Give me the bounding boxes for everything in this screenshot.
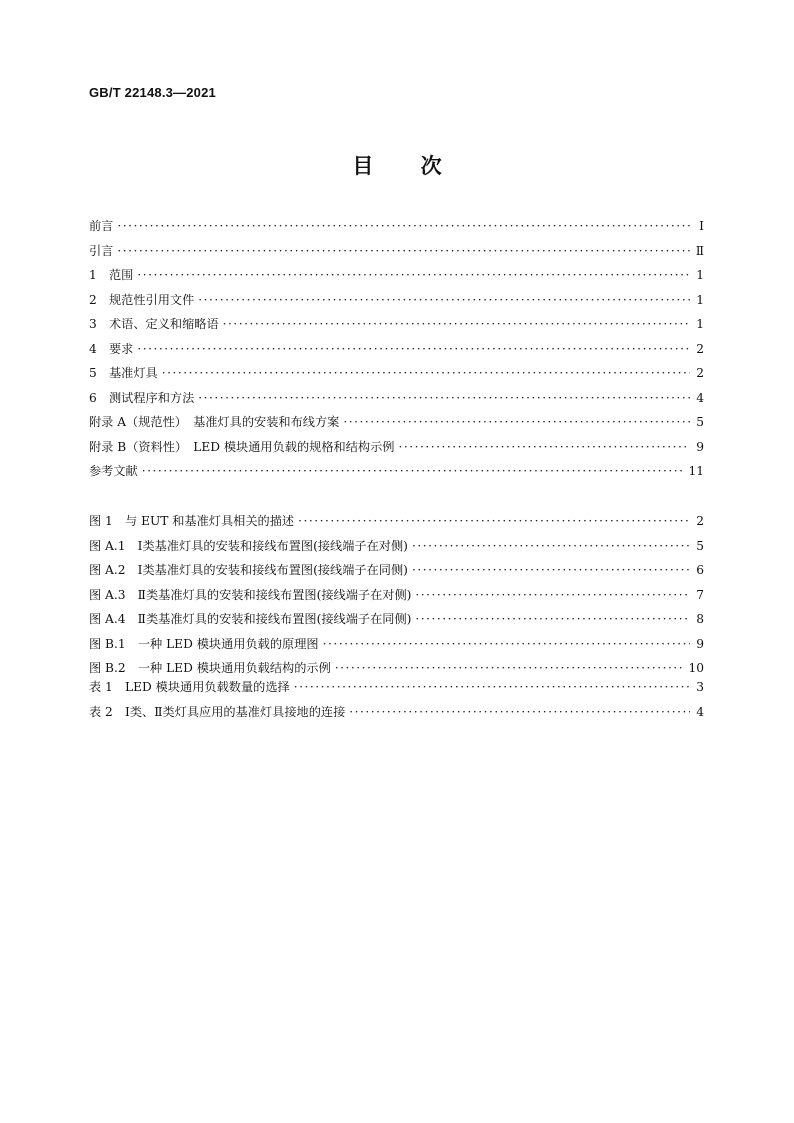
toc-entry[interactable] xyxy=(89,386,704,411)
toc-entry-page: 3 xyxy=(696,680,704,694)
toc-dot-leader xyxy=(349,700,690,725)
toc-dot-leader xyxy=(137,263,690,288)
toc-dot-leader xyxy=(294,675,690,700)
toc-entry-page: 2 xyxy=(696,514,704,528)
toc-entry-label: 参考文献 xyxy=(89,464,138,478)
toc-dot-leader xyxy=(343,410,690,435)
toc-entry-page: 1 xyxy=(696,268,704,282)
toc-entry-page: 1 xyxy=(696,292,704,307)
toc-entry[interactable] xyxy=(89,534,704,559)
toc-entry[interactable] xyxy=(89,558,704,583)
toc-entry-page: 8 xyxy=(696,612,704,626)
toc-entry-page: Ⅰ xyxy=(699,219,704,233)
toc-entry[interactable] xyxy=(89,337,704,362)
toc-entry-label: 6 测试程序和方法 xyxy=(89,390,195,405)
toc-entry[interactable] xyxy=(89,583,704,608)
toc-entry[interactable] xyxy=(89,509,704,534)
toc-dot-leader xyxy=(117,239,690,264)
toc-dot-leader xyxy=(117,214,690,239)
toc-entry-label: 4 要求 xyxy=(89,341,134,356)
toc-entry-label: 图 B.2 一种 LED 模块通用负载结构的示例 xyxy=(89,661,331,675)
toc-entry-page: 2 xyxy=(696,366,704,380)
toc-entry-label: 2 规范性引用文件 xyxy=(89,292,195,307)
toc-entry-label: 图 1 与 EUT 和基准灯具相关的描述 xyxy=(89,514,295,528)
toc-entry-page: 9 xyxy=(696,636,704,651)
toc-entry-label: 表 2 Ⅰ类、Ⅱ类灯具应用的基准灯具接地的连接 xyxy=(89,704,346,719)
toc-entry-page: 11 xyxy=(688,464,704,478)
toc-entry-label: 图 A.1 Ⅰ类基准灯具的安装和接线布置图(接线端子在对侧) xyxy=(89,538,408,553)
toc-tables-list xyxy=(89,675,704,724)
toc-entry-page: 7 xyxy=(696,587,704,602)
toc-entry-page: 4 xyxy=(696,704,704,719)
toc-entry-label: 引言 xyxy=(89,243,114,258)
toc-dot-leader xyxy=(142,459,685,484)
toc-dot-leader xyxy=(223,312,690,337)
toc-dot-leader xyxy=(198,386,690,411)
toc-entry-label: 5 基准灯具 xyxy=(89,366,158,380)
toc-entry[interactable] xyxy=(89,312,704,337)
toc-entry-label: 表 1 LED 模块通用负载数量的选择 xyxy=(89,680,290,694)
toc-entry-page: 1 xyxy=(696,317,704,331)
toc-entry-label: 图 B.1 一种 LED 模块通用负载的原理图 xyxy=(89,636,319,651)
toc-entry[interactable] xyxy=(89,459,704,484)
toc-dot-leader xyxy=(415,607,690,632)
toc-dot-leader xyxy=(298,509,690,534)
toc-entry[interactable] xyxy=(89,700,704,725)
toc-entry[interactable] xyxy=(89,288,704,313)
toc-entry-label: 附录 B（资料性） LED 模块通用负载的规格和结构示例 xyxy=(89,439,395,454)
toc-entry-page: 5 xyxy=(696,415,704,429)
toc-dot-leader xyxy=(162,361,690,386)
toc-dot-leader xyxy=(323,632,690,657)
toc-entry-page: Ⅱ xyxy=(695,243,704,258)
toc-dot-leader xyxy=(415,583,690,608)
toc-entry-label: 图 A.4 Ⅱ类基准灯具的安装和接线布置图(接线端子在同侧) xyxy=(89,612,412,626)
toc-entry-label: 前言 xyxy=(89,219,114,233)
toc-entry[interactable] xyxy=(89,263,704,288)
toc-entry[interactable] xyxy=(89,632,704,657)
toc-dot-leader xyxy=(399,435,691,460)
toc-figures-list xyxy=(89,509,704,681)
toc-entry[interactable] xyxy=(89,239,704,264)
toc-entry-label: 图 A.2 Ⅰ类基准灯具的安装和接线布置图(接线端子在同侧) xyxy=(89,563,408,577)
toc-entry[interactable] xyxy=(89,607,704,632)
toc-entry-label: 1 范围 xyxy=(89,268,134,282)
toc-entry[interactable] xyxy=(89,410,704,435)
toc-entry-page: 9 xyxy=(696,439,704,454)
toc-entry[interactable] xyxy=(89,675,704,700)
toc-dot-leader xyxy=(412,558,690,583)
toc-entry-label: 图 A.3 Ⅱ类基准灯具的安装和接线布置图(接线端子在对侧) xyxy=(89,587,412,602)
toc-entry[interactable] xyxy=(89,361,704,386)
toc-entry-label: 附录 A（规范性） 基准灯具的安装和布线方案 xyxy=(89,415,340,429)
toc-entry-page: 2 xyxy=(696,341,704,356)
toc-entry[interactable] xyxy=(89,435,704,460)
standard-code: GB/T 22148.3—2021 xyxy=(89,85,216,100)
toc-entry-page: 5 xyxy=(696,538,704,553)
toc-entry[interactable] xyxy=(89,214,704,239)
page-title: 目 次 xyxy=(352,154,442,178)
toc-dot-leader xyxy=(137,337,690,362)
toc-dot-leader xyxy=(198,288,690,313)
toc-entry-page: 6 xyxy=(696,563,704,577)
toc-entry-page: 10 xyxy=(688,661,704,675)
toc-main-list xyxy=(89,214,704,484)
toc-dot-leader xyxy=(412,534,690,559)
toc-entry-label: 3 术语、定义和缩略语 xyxy=(89,317,219,331)
toc-entry-page: 4 xyxy=(696,390,704,405)
